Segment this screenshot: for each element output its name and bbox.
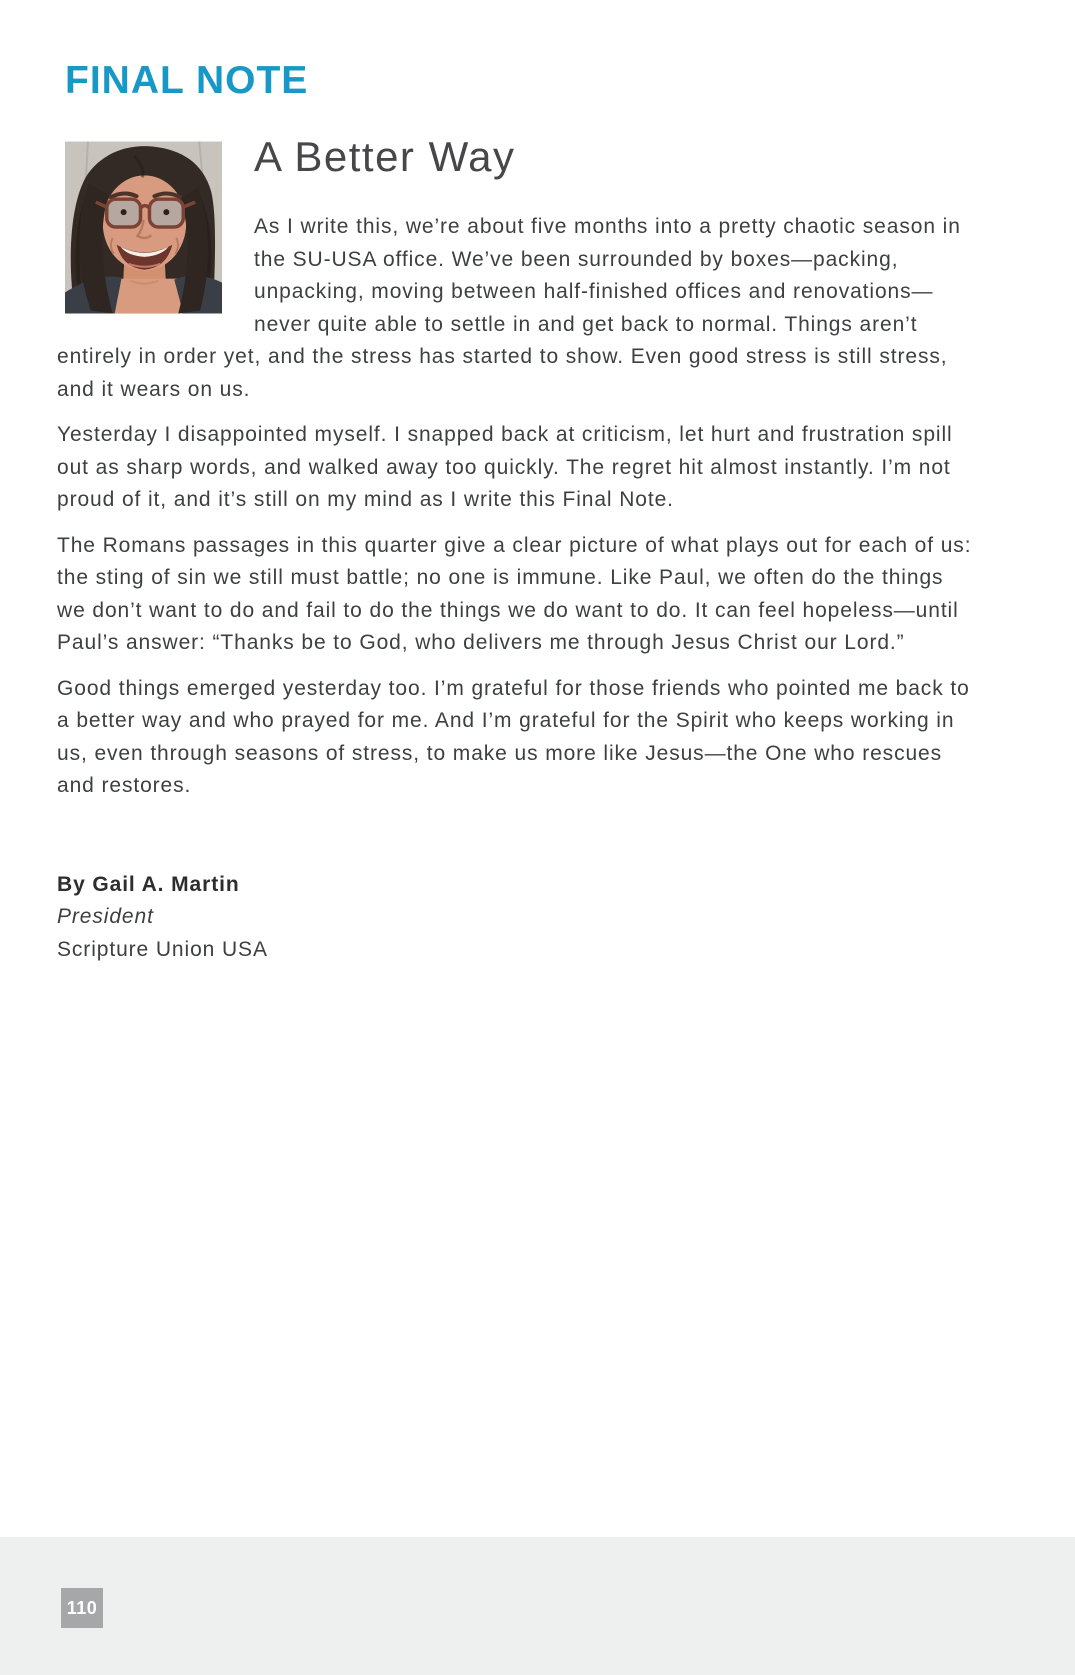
byline-organization: Scripture Union USA [57, 937, 268, 961]
final-note-article [57, 133, 972, 966]
section-kicker: FINAL NOTE [65, 59, 309, 102]
footer-band [0, 1537, 1075, 1675]
page-number-badge: 110 [61, 1588, 103, 1628]
article-title: A Better Way [254, 133, 516, 180]
article-paragraph-3: The Romans passages in this quarter give a clear picture of what plays out for each of us: the sting of sin we still must battle; no one is immune. Like Paul, we often do the things we don’t want to do and fail to do the things we do want to do. It can feel hopeless—until Paul’s answer: “Thanks be to God, who delivers me through Jesus Christ our Lord.” [57, 533, 972, 654]
byline [57, 869, 972, 967]
author-portrait [65, 141, 222, 314]
article-paragraph-4: Good things emerged yesterday too. I’m grateful for those friends who pointed me back to a better way and who prayed for me. And I’m grateful for the Spirit who keeps working in us, even through seasons of stress, to make us more like Jesus—the One who rescues and restores. [57, 676, 970, 797]
byline-author: By Gail A. Martin [57, 872, 240, 896]
article-paragraph-2: Yesterday I disappointed myself. I snapped back at criticism, let hurt and frustration spill out as sharp words, and walked away too quickly. The regret hit almost instantly. I’m not proud of it, and it’s still on my mind as I write this Final Note. [57, 423, 953, 511]
author-portrait-image [65, 141, 222, 314]
byline-role: President [57, 905, 154, 928]
article-paragraph-1: As I write this, we’re about five months into a pretty chaotic season in the SU-USA office. We’ve been surrounded by boxes—packing, unpacking, moving between half-finished offices and renovations—never quite able to settle in and get back to normal. Things aren’t entirely in order yet, and the stress has started to show. Even good stress is still stress, and it wears on us. [57, 215, 961, 401]
